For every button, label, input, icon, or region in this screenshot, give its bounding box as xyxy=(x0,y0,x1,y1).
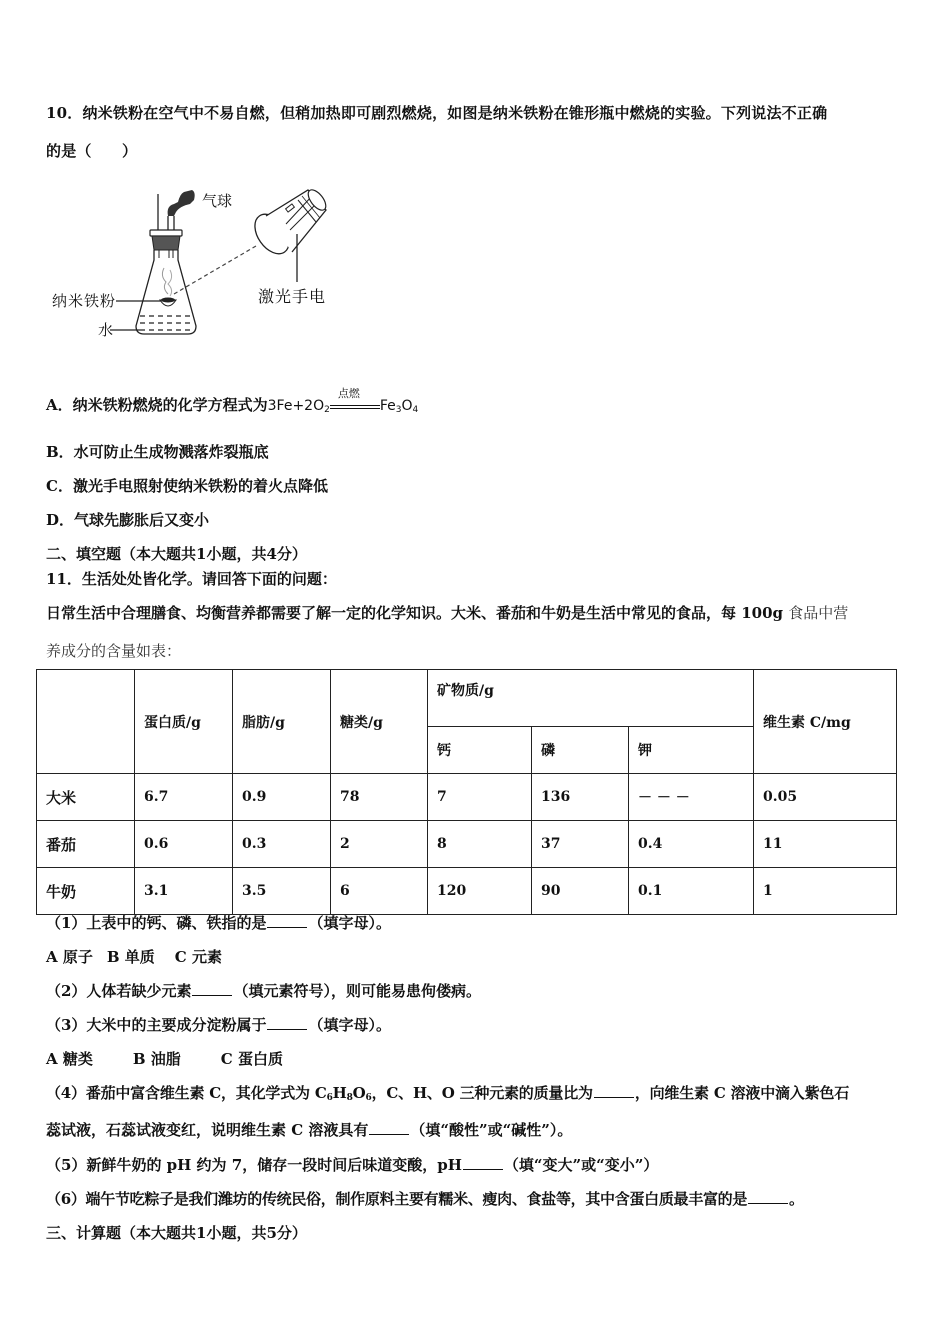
cell-food: 番茄 xyxy=(37,821,135,868)
header-potassium: 钾 xyxy=(629,727,754,774)
label-water: 水 xyxy=(98,321,114,339)
section-3-heading: 三、计算题（本大题共1小题，共5分） xyxy=(46,1224,307,1242)
cell-potassium: － － － xyxy=(629,774,754,821)
question-10-stem-line2: 的是（ ） xyxy=(46,142,138,160)
cell-vitamin-c: 1 xyxy=(754,868,897,915)
sub4-line2-text-a: 蕊试液，石蕊试液变红，说明维生素 C 溶液具有 xyxy=(46,1121,369,1139)
nutrition-table xyxy=(36,669,897,915)
option-c: C．激光手电照射使纳米铁粉的着火点降低 xyxy=(46,477,328,495)
table-row-rice xyxy=(37,774,897,821)
equation-right-sub2: 4 xyxy=(412,405,419,415)
question-11-stem: 11．生活处处皆化学。请回答下面的问题： xyxy=(46,570,337,588)
cell-phosphorus: 90 xyxy=(532,868,629,915)
cell-phosphorus: 136 xyxy=(532,774,629,821)
sub-question-1 xyxy=(46,912,391,933)
equation-left-subscript: 2 xyxy=(324,405,330,415)
sub1-option-c: C 元素 xyxy=(174,948,222,966)
intro-normal-text: 食品中营 xyxy=(788,604,849,622)
sub2-text-after: （填元素符号），则可能易患佝偻病。 xyxy=(233,982,481,1000)
answer-blank-4a[interactable] xyxy=(594,1083,634,1098)
sub3-option-c: C 蛋白质 xyxy=(220,1050,283,1068)
cell-protein: 0.6 xyxy=(135,821,233,868)
header-fat: 脂肪/g xyxy=(233,670,331,774)
formula-o: O xyxy=(352,1084,366,1102)
intro-bold-text: 日常生活中合理膳食、均衡营养都需要了解一定的化学知识。大米、番茄和牛奶是生活中常见的食品，每 100g xyxy=(46,604,789,622)
cell-food: 大米 xyxy=(37,774,135,821)
option-a xyxy=(46,387,419,415)
sub1-option-a: A 原子 xyxy=(46,948,93,966)
flask-laser-diagram-icon xyxy=(40,178,360,350)
header-calcium: 钙 xyxy=(428,727,532,774)
answer-blank-2[interactable] xyxy=(192,981,232,996)
label-nano-iron-powder: 纳米铁粉 xyxy=(52,292,117,310)
answer-blank-4b[interactable] xyxy=(369,1120,409,1135)
cell-calcium: 120 xyxy=(428,868,532,915)
answer-blank-5[interactable] xyxy=(463,1155,503,1170)
cell-potassium: 0.1 xyxy=(629,868,754,915)
option-b: B．水可防止生成物溅落炸裂瓶底 xyxy=(46,443,269,461)
experiment-figure xyxy=(40,178,360,350)
cell-fat: 0.3 xyxy=(233,821,331,868)
sub3-text-before: （3）大米中的主要成分淀粉属于 xyxy=(46,1016,267,1034)
cell-vitamin-c: 11 xyxy=(754,821,897,868)
sub6-text-before: （6）端午节吃粽子是我们潍坊的传统民俗，制作原料主要有糯米、瘦肉、食盐等，其中含蛋白质最丰富的是 xyxy=(46,1190,748,1208)
cell-fat: 3.5 xyxy=(233,868,331,915)
sub3-option-a: A 糖类 xyxy=(46,1050,93,1068)
cell-food: 牛奶 xyxy=(37,868,135,915)
cell-calcium: 7 xyxy=(428,774,532,821)
cell-fat: 0.9 xyxy=(233,774,331,821)
sub6-text-after: 。 xyxy=(789,1190,804,1208)
sub-question-6 xyxy=(46,1188,804,1209)
answer-blank-6[interactable] xyxy=(748,1189,788,1204)
cell-vitamin-c: 0.05 xyxy=(754,774,897,821)
sub4-text-c: ，向维生素 C 溶液中滴入紫色石 xyxy=(634,1084,849,1102)
cell-sugar: 78 xyxy=(331,774,428,821)
question-10-stem-line1: 10．纳米铁粉在空气中不易自燃，但稍加热即可剧烈燃烧，如图是纳米铁粉在锥形瓶中燃烧的实验。下列说法不正确 xyxy=(46,104,828,122)
sub5-text-after: （填“变大”或“变小”） xyxy=(503,1156,659,1174)
sub4-text-b: ，C、H、O 三种元素的质量比为 xyxy=(371,1084,593,1102)
question-11-intro-line2: 养成分的含量如表： xyxy=(46,642,182,660)
header-sugar: 糖类/g xyxy=(331,670,428,774)
answer-blank-3[interactable] xyxy=(267,1015,307,1030)
equation-right-fe: Fe xyxy=(379,398,396,414)
header-minerals: 矿物质/g xyxy=(428,670,754,727)
cell-protein: 6.7 xyxy=(135,774,233,821)
sub4-line2-text-b: （填“酸性”或“碱性”）。 xyxy=(410,1121,573,1139)
header-vitamin-c: 维生素 C/mg xyxy=(754,670,897,774)
equation-products xyxy=(380,398,418,414)
sub-question-5 xyxy=(46,1154,658,1175)
section-2-heading: 二、填空题（本大题共1小题，共4分） xyxy=(46,545,307,563)
sub-question-4-line2 xyxy=(46,1119,572,1140)
table-row-milk xyxy=(37,868,897,915)
equation-arrow-equals xyxy=(330,387,380,413)
equation-condition: 点燃 xyxy=(337,387,360,400)
label-balloon: 气球 xyxy=(202,192,233,210)
equation-right-o: O xyxy=(401,398,413,414)
table-corner-cell xyxy=(37,670,135,774)
cell-protein: 3.1 xyxy=(135,868,233,915)
option-a-text: A．纳米铁粉燃烧的化学方程式为 xyxy=(46,396,268,414)
equation-left: 3Fe+2O xyxy=(267,398,325,414)
header-phosphorus: 磷 xyxy=(532,727,629,774)
sub-question-4-line1 xyxy=(46,1082,849,1103)
equation-reactants xyxy=(268,398,330,414)
sub5-text-before: （5）新鲜牛奶的 pH 约为 7，储存一段时间后味道变酸，pH xyxy=(46,1156,462,1174)
formula-c-subscript: 6 xyxy=(326,1093,333,1103)
sub2-text-before: （2）人体若缺少元素 xyxy=(46,982,192,1000)
formula-h-subscript: 8 xyxy=(346,1093,353,1103)
cell-phosphorus: 37 xyxy=(532,821,629,868)
formula-o-subscript: 6 xyxy=(365,1093,372,1103)
sub1-text-before: （1）上表中的钙、磷、铁指的是 xyxy=(46,914,267,932)
cell-potassium: 0.4 xyxy=(629,821,754,868)
cell-sugar: 2 xyxy=(331,821,428,868)
table-row-tomato xyxy=(37,821,897,868)
sub3-text-after: （填字母）。 xyxy=(308,1016,391,1034)
option-d: D．气球先膨胀后又变小 xyxy=(46,511,210,529)
sub4-text-a: （4）番茄中富含维生素 C，其化学式为 C xyxy=(46,1084,327,1102)
label-laser-flashlight: 激光手电 xyxy=(258,287,327,306)
sub1-text-after: （填字母）。 xyxy=(308,914,391,932)
question-11-intro-line1 xyxy=(46,602,848,623)
sub1-options xyxy=(46,946,222,967)
sub3-options xyxy=(46,1048,283,1069)
sub1-option-b: B 单质 xyxy=(106,948,155,966)
sub-question-2 xyxy=(46,980,481,1001)
sub-question-3 xyxy=(46,1014,391,1035)
equation-right-sub1: 3 xyxy=(395,405,402,415)
header-protein: 蛋白质/g xyxy=(135,670,233,774)
formula-h: H xyxy=(332,1084,347,1102)
cell-calcium: 8 xyxy=(428,821,532,868)
sub3-option-b: B 油脂 xyxy=(132,1050,181,1068)
answer-blank-1[interactable] xyxy=(267,913,307,928)
cell-sugar: 6 xyxy=(331,868,428,915)
